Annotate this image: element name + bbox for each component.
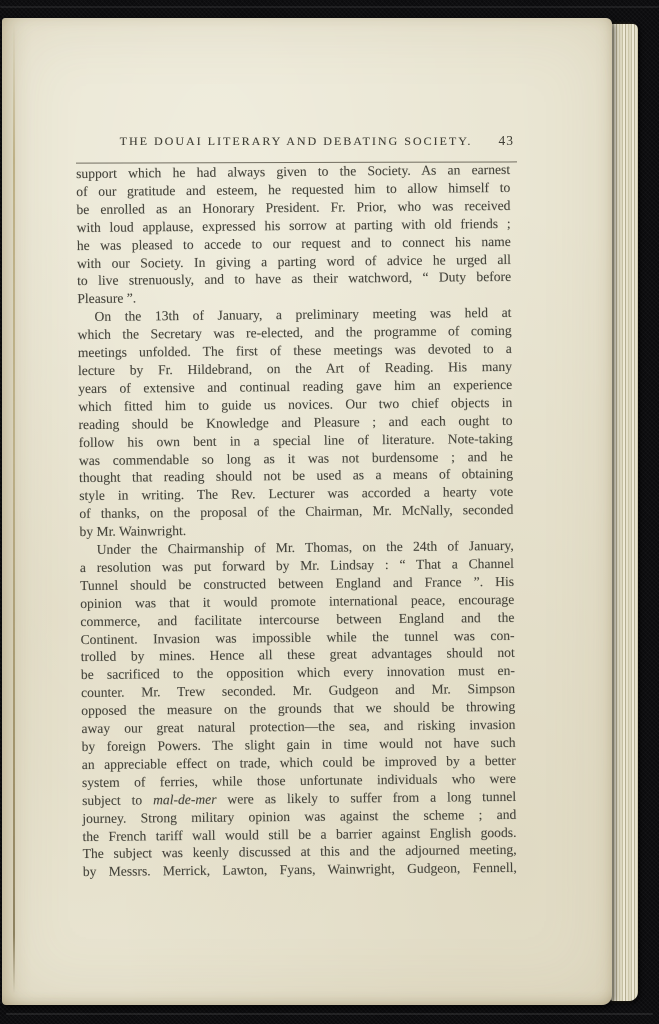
text-line: by foreign Powers. The slight gain in time would not have such (81, 734, 516, 754)
text-line: was commendable so long as it was not burdensome ; and he (78, 448, 513, 468)
text-line: subject to mal-de-mer were as likely to suffer from a long tunnel (82, 788, 517, 808)
text-line: opposed the measure on the grounds that we should be throwing (81, 698, 516, 719)
text-line: he was pleased to accede to our request and to connect his name (76, 233, 511, 253)
text-line: reading should be Knowledge and Pleasure ; and each ought to (78, 412, 513, 432)
text-line: journey. Strong military opinion was against the scheme ; and (82, 806, 517, 826)
text-line: system of ferries, while those unfortunate individuals who were (81, 770, 516, 790)
text-line: an appreciable effect on trade, which could be improved by a better (81, 752, 516, 772)
text-line: trolled by mines. Hence all these great advantages should not (80, 645, 515, 665)
text-line: with our Society. In giving a parting word of advice he urged all (76, 251, 511, 271)
text-line: to live strenuously, and to have as their watchword, “ Duty before (77, 269, 512, 289)
page-crease (13, 24, 15, 993)
text-line: On the 13th of January, a preliminary meeting was held at (94, 305, 512, 325)
text-line: which fitted him to guide us novices. Our two chief objects in (78, 394, 513, 414)
text-line: by Messrs. Merrick, Lawton, Fyans, Wainwright, Gudgeon, Fennell, (82, 860, 517, 880)
text-line: a resolution was put forward by Mr. Lindsay : “ That a Channel (79, 555, 514, 575)
text-line: support which he had always given to the Society. As an earnest (76, 161, 511, 181)
text-line: commerce, and facilitate intercourse between England and the (80, 609, 515, 629)
text-line: lecture by Fr. Hildebrand, on the Art of Reading. His many (77, 358, 513, 378)
text-line: be sacrificed to the opposition which every innovation must en- (80, 663, 515, 683)
text-line: of our gratitude and esteem, he requested him to allow himself to (76, 179, 511, 199)
text-line: years of extensive and continual reading gave him an experience (78, 376, 513, 396)
text-line: of thanks, on the proposal of the Chairman, Mr. McNally, seconded (79, 502, 514, 522)
page-number: 43 (498, 133, 514, 148)
text-line: style in writing. The Rev. Lecturer was accorded a hearty vote (79, 484, 514, 504)
text-line: thought that reading should not be used as a means of obtaining (78, 466, 514, 486)
running-header (76, 132, 516, 150)
text-line: Pleasure ”. (77, 290, 137, 307)
text-block (76, 161, 517, 881)
text-line: be enrolled as an Honorary President. Fr. Prior, who was received (76, 197, 511, 217)
text-line: Continent. Invasion was impossible while the tunnel was con- (80, 627, 515, 647)
text-line: counter. Mr. Trew seconded. Mr. Gudgeon and Mr. Simpson (80, 681, 516, 701)
text-line: Tunnel should be constructed between England and France ”. His (79, 573, 515, 593)
text-line: with loud applause, expressed his sorrow at parting with old friends ; (76, 215, 511, 235)
text-line: meetings unfolded. The first of these meetings was devoted to a (77, 340, 512, 361)
header-title: THE DOUAI LITERARY AND DEBATING SOCIETY. (119, 134, 473, 148)
text-line: Under the Chairmanship of Mr. Thomas, on the 24th of January, (96, 537, 514, 557)
text-line: by Mr. Wainwright. (79, 523, 187, 540)
cover-bottom-edge (6, 1013, 653, 1015)
text-line: which the Secretary was re-elected, and the programme of coming (77, 322, 512, 343)
book-page (2, 18, 612, 1005)
italic-term: mal-de-mer (152, 791, 217, 808)
text-line: follow his own bent in a special line of literature. Note-taking (78, 430, 513, 450)
text-line: opinion was that it would promote international peace, encourage (80, 591, 515, 611)
text-line: The subject was keenly discussed at this and the adjourned meeting, (82, 842, 517, 862)
text-line: away our great natural protection—the sea, and risking invasion (81, 716, 516, 737)
text-line: the French tariff wall would still be a barrier against English goods. (82, 824, 517, 844)
page-edge-stack (611, 24, 638, 1001)
cover-top-edge (0, 6, 659, 8)
